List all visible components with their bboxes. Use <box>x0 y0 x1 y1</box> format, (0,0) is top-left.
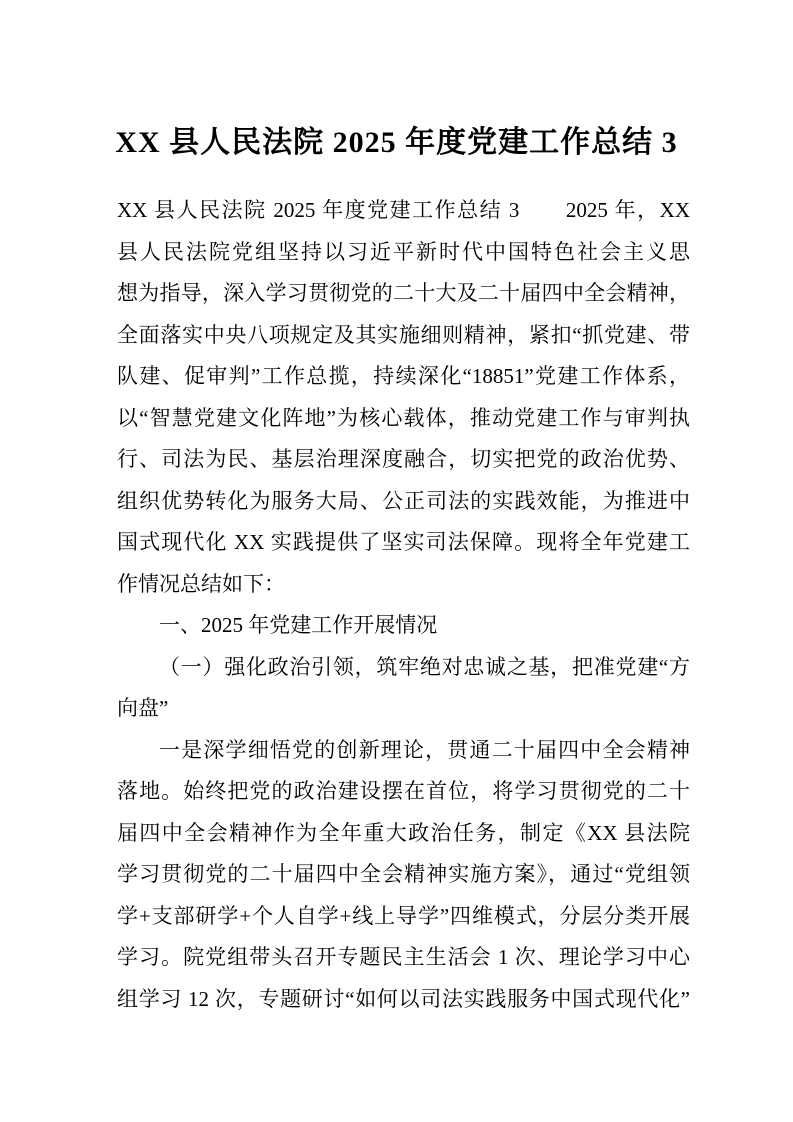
document-title: XX 县人民法院 2025 年度党建工作总结 3 <box>115 126 678 159</box>
text-line: 行、司法为民、基层治理深度融合，切实把党的政治优势、 <box>117 447 690 471</box>
text-line: 组学习 12 次，专题研讨“如何以司法实践服务中国式现代化” <box>117 986 690 1011</box>
text-line: 向盘” <box>117 696 169 720</box>
text-line: 一、2025 年党建工作开展情况 <box>159 613 438 637</box>
text-line: 队建、促审判”工作总揽，持续深化“18851”党建工作体系， <box>117 364 690 388</box>
text-line: 国式现代化 XX 实践提供了坚实司法保障。现将全年党建工 <box>117 530 690 554</box>
text-line: 一是深学细悟党的创新理论，贯通二十届四中全会精神 <box>159 737 690 762</box>
text-line: 想为指导，深入学习贯彻党的二十大及二十届四中全会精神， <box>117 281 690 305</box>
text-line: 届四中全会精神作为全年重大政治任务，制定《XX 县法院 <box>117 820 690 845</box>
text-line: 组织优势转化为服务大局、公正司法的实践效能，为推进中 <box>117 488 690 513</box>
text-line: 以“智慧党建文化阵地”为核心载体，推动党建工作与审判执 <box>117 405 690 430</box>
text-line: （一）强化政治引领，筑牢绝对忠诚之基，把准党建“方 <box>159 654 690 679</box>
text-line: 作情况总结如下： <box>117 571 285 596</box>
text-line: XX 县人民法院 2025 年度党建工作总结 3 2025 年，XX <box>117 198 690 222</box>
text-line: 县人民法院党组坚持以习近平新时代中国特色社会主义思 <box>117 239 690 264</box>
text-line: 落地。始终把党的政治建设摆在首位，将学习贯彻党的二十 <box>117 779 690 803</box>
text-line: 全面落实中央八项规定及其实施细则精神，紧扣“抓党建、带 <box>117 322 690 347</box>
text-line: 学习。院党组带头召开专题民主生活会 1 次、理论学习中心 <box>117 945 690 969</box>
text-line: 学习贯彻党的二十届四中全会精神实施方案》，通过“党组领 <box>117 862 690 886</box>
document-body <box>117 190 690 1020</box>
text-line: 学+支部研学+个人自学+线上导学”四维模式，分层分类开展 <box>117 903 690 928</box>
